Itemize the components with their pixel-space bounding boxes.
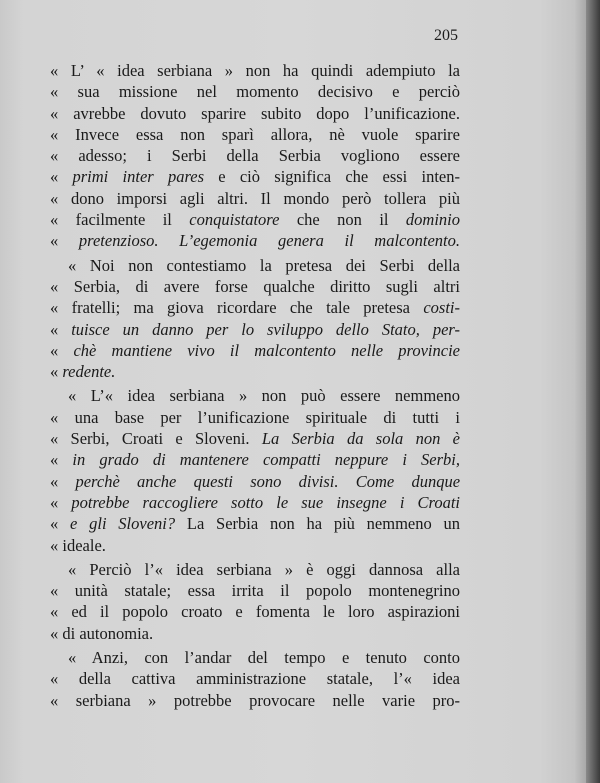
text-run: La Serbia non ha più nemmeno un [175,514,460,534]
text-line [50,668,460,689]
italic-text: dominio [405,210,460,230]
text-line [50,166,460,187]
text-line [50,319,460,340]
text-line [50,297,460,318]
text-run: « Serbia, di avere forse qualche diritto sugli altri [50,276,460,296]
text-line [50,428,460,449]
text-run: « [50,231,79,251]
text-run: « della cattiva amministrazione statale, l’« idea [50,669,460,689]
text-run: « Serbi, Croati e Sloveni. [50,429,262,449]
text-line [50,60,460,81]
text-run: « [50,450,73,470]
text-run: « ideale. [50,535,106,555]
text-run: « Anzi, con l’andar del tempo e tenuto conto [68,648,460,668]
text-run: che non il [279,210,406,230]
text-line [50,145,460,166]
text-run: « adesso; i Serbi della Serbia vogliono essere [50,146,460,166]
italic-text: e gli Sloveni? [70,514,176,534]
italic-text: tuisce un danno per lo sviluppo dello Stato, per- [71,319,460,339]
text-line [50,230,460,251]
text-line [50,513,460,534]
italic-text: potrebbe raccogliere sotto le sue insegne i Croati [71,492,461,512]
text-run: « [50,514,71,534]
text-line [50,407,460,428]
italic-text: La Serbia da sola non è [261,429,460,449]
text-line [50,690,460,711]
text-run: « avrebbe dovuto sparire subito dopo l’unificazione. [50,103,460,123]
italic-text: costi- [423,298,460,318]
text-run: « unità statale; essa irrita il popolo montenegrino [50,581,460,601]
text-run: « [50,471,76,491]
text-run: « L’« idea serbiana » non può essere nemmeno [68,386,460,406]
text-run: « dono imporsi agli altri. Il mondo però tollera più [50,188,460,208]
text-run: « facilmente il [50,210,190,230]
text-line [50,81,460,102]
text-line [50,601,460,622]
text-line [50,255,460,276]
text-line [50,209,460,230]
text-line [50,471,460,492]
text-line [50,647,460,668]
body-text [50,60,460,711]
text-run: « [50,492,72,512]
text-line [50,535,460,556]
text-run: « serbiana » potrebbe provocare nelle varie pro- [50,690,460,710]
text-run: « L’ « idea serbiana » non ha quindi adempiuto la [50,61,460,80]
page-number: 205 [434,27,458,44]
text-line [50,124,460,145]
text-line [50,623,460,644]
text-run: « [50,319,72,339]
text-run: « Noi non contestiamo la pretesa dei Serbi della [68,255,460,275]
text-run: « [50,340,74,360]
text-line [50,340,460,361]
text-line [50,361,460,382]
text-run: « [50,362,63,382]
italic-text: primi inter pares [72,167,205,187]
text-line [50,276,460,297]
text-run: « Invece essa non sparì allora, nè vuole sparire [50,124,460,144]
text-run: « ed il popolo croato e fomenta le loro aspirazioni [50,602,460,622]
italic-text: chè mantiene vivo il malcontento nelle provincie [73,340,461,360]
text-line [50,188,460,209]
book-gutter [586,0,600,783]
italic-text: perchè anche questi sono divisi. Come dunque [75,471,461,491]
text-run: « Perciò l’« idea serbiana » è oggi dannosa alla [68,559,460,579]
italic-text: conquistatore [189,210,280,230]
text-run: « [50,167,73,187]
text-line [50,449,460,470]
text-line [50,580,460,601]
italic-text: in grado di mantenere compatti neppure i Serbi, [72,450,461,470]
italic-text: pretenzioso. L’egemonia genera il malcontento. [78,231,460,251]
italic-text: redente. [62,362,116,382]
text-run: « sua missione nel momento decisivo e perciò [50,82,460,102]
text-line [50,559,460,580]
text-line [50,492,460,513]
text-run: « di autonomia. [50,623,154,643]
text-run: « fratelli; ma giova ricordare che tale pretesa [50,298,424,318]
text-line [50,385,460,406]
text-run: « una base per l’unificazione spirituale di tutti i [50,407,460,427]
text-run: e ciò significa che essi inten- [204,167,460,187]
text-line [50,103,460,124]
